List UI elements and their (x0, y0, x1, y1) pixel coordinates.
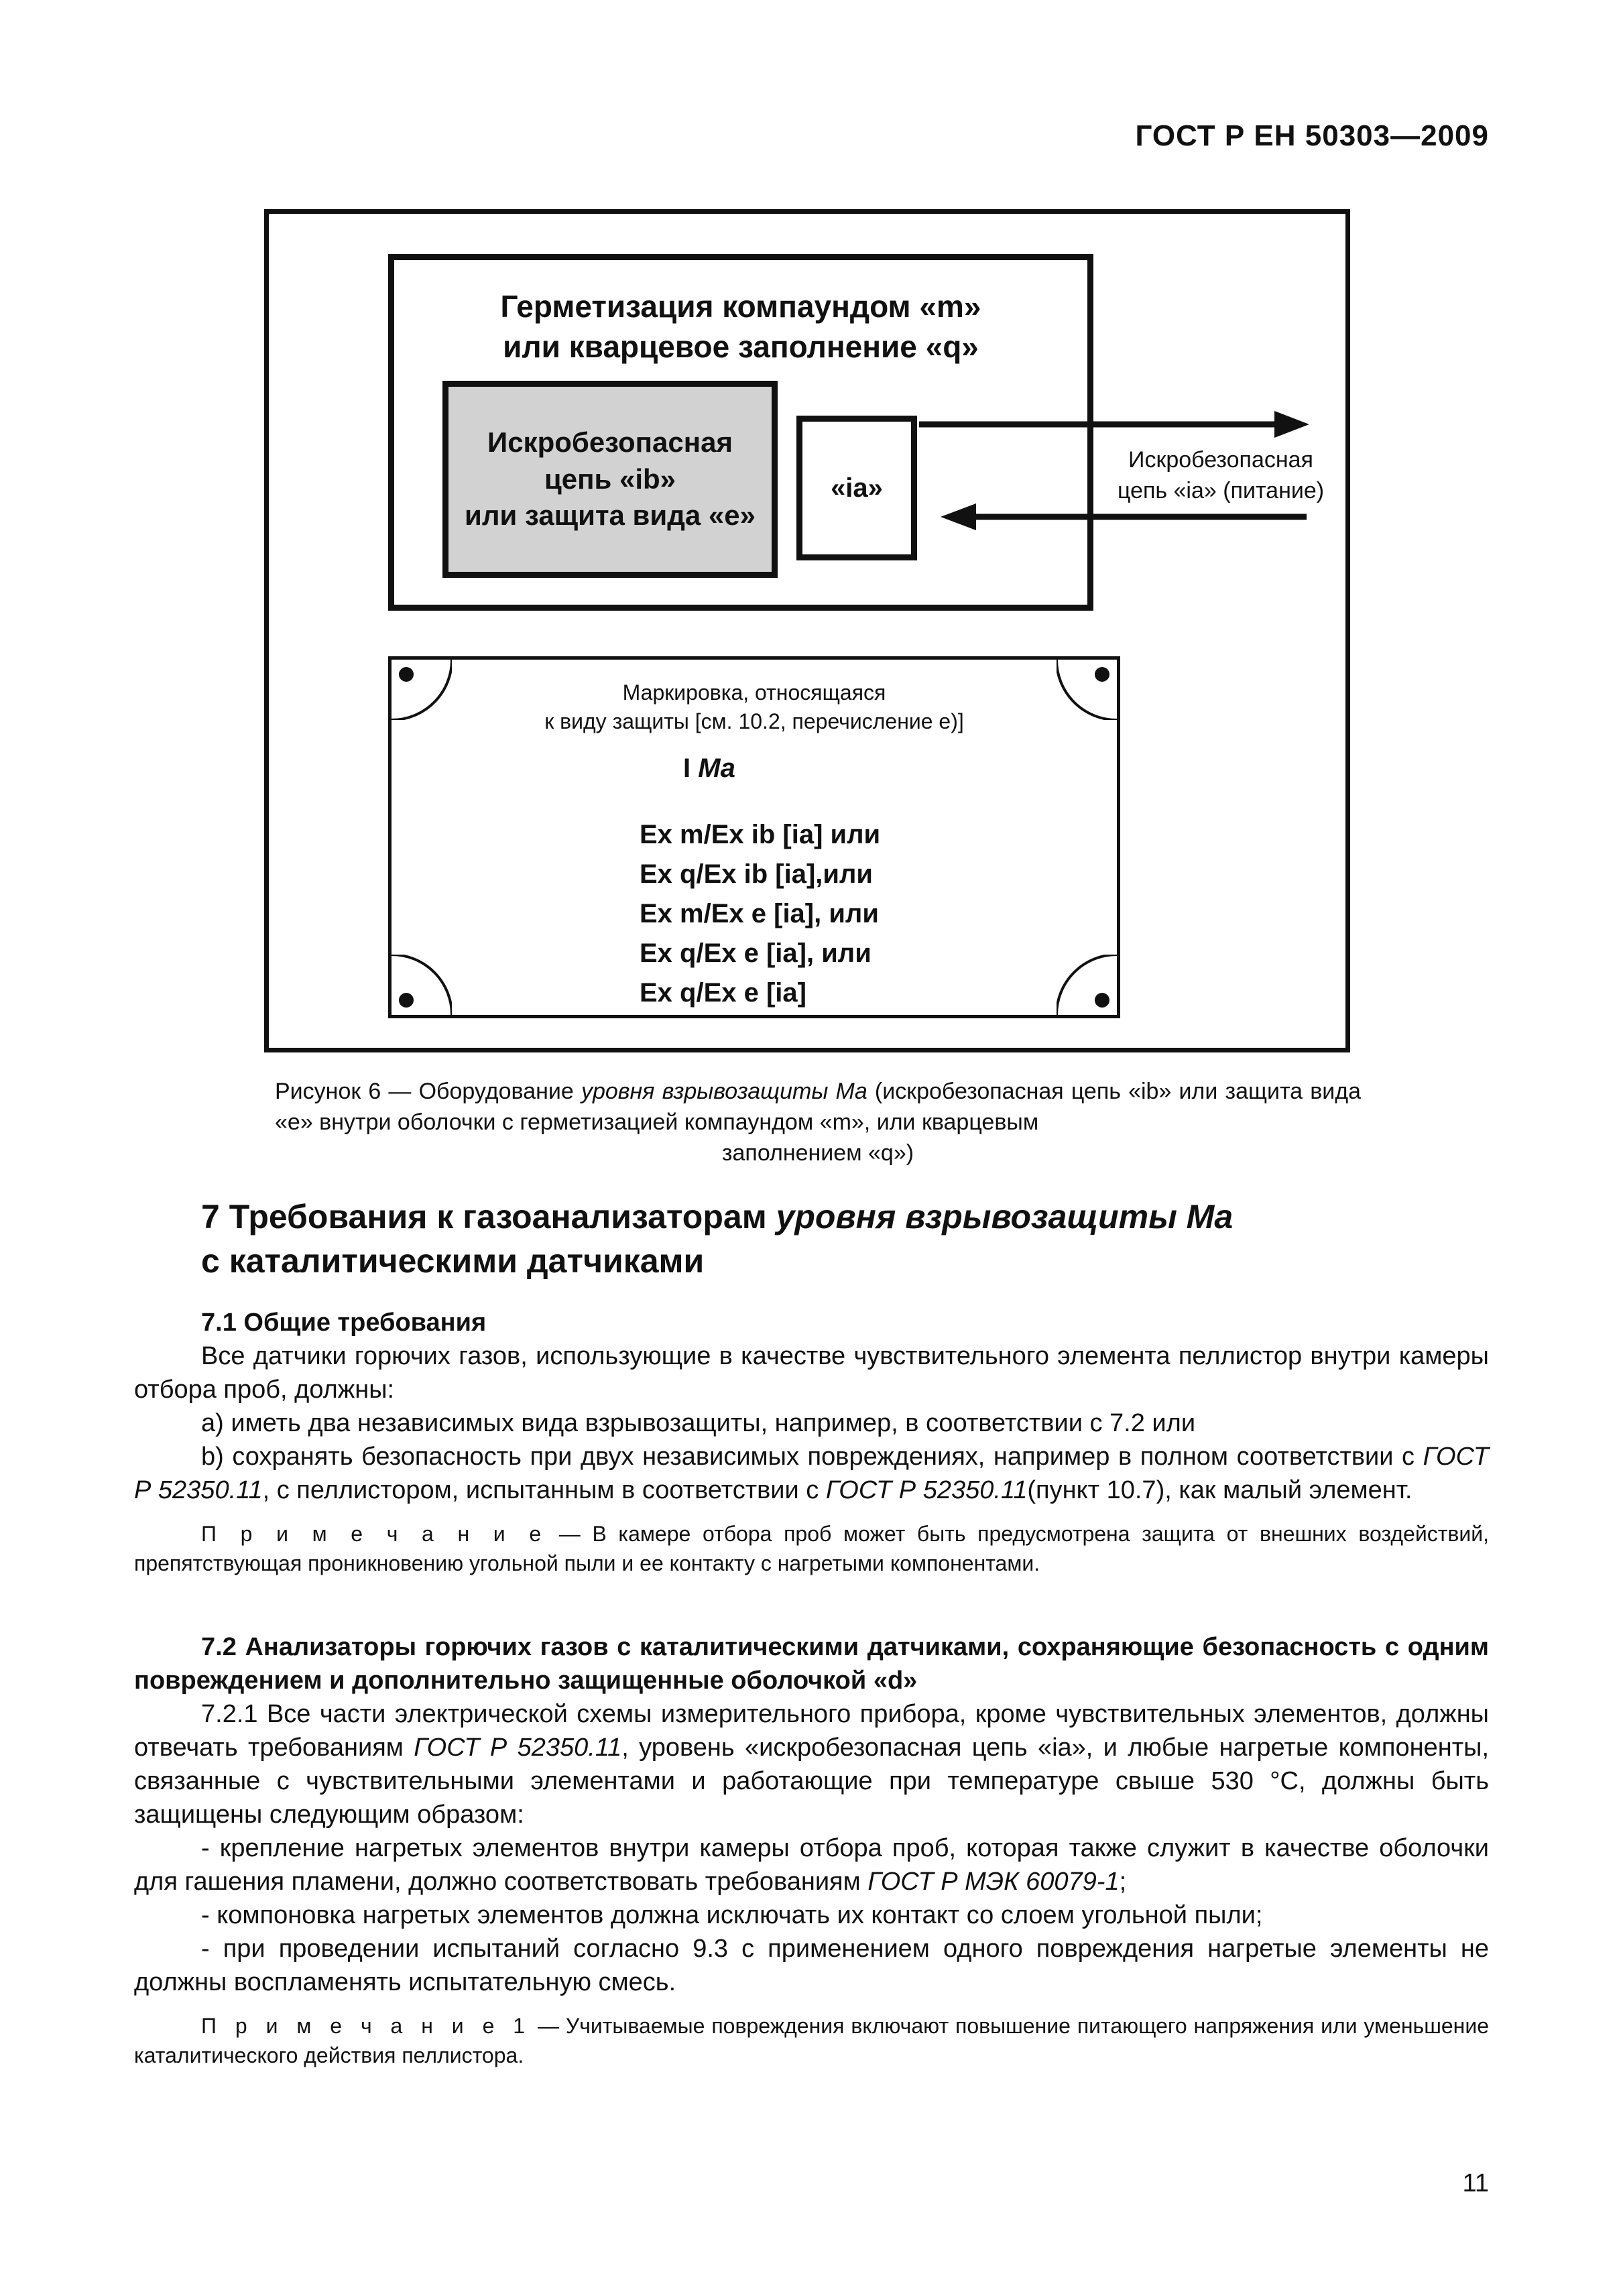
paragraph: 7.2.1 Все части электрической схемы измерительного прибора, кроме чувствительных элементов, должны отвечать требованиям ГОСТ Р 52350.11, уровень «искробезопасная цепь «ia», и любые нагретые компоненты, связанные с чувствительными элементами и работающие при температуре свыше 530 °С, должны быть защищены следующим образом: (134, 1700, 1490, 1829)
arrow-out-head-icon (1274, 411, 1309, 438)
ia-box: «ia» (796, 416, 917, 560)
section-7-1 (134, 1306, 1489, 1578)
page-number: 11 (1462, 2169, 1489, 2197)
encapsulation-title: Герметизация компаундом «m» или кварцевое заполнение «q» (500, 289, 981, 364)
section-7-1-heading: 7.1 Общие требования (201, 1309, 487, 1337)
list-item: - крепление нагретых элементов внутри камеры отбора проб, которая также служит в качестве оболочки для гашения пламени, должно соответствовать требованиям ГОСТ Р МЭК 60079-1; (134, 1834, 1489, 1896)
equipment-group-marking: I Ma (683, 753, 735, 783)
note: П р и м е ч а н и е — В камере отбора проб может быть предусмотрена защита от внешних воздействий, препятствующая проникновению угольной пыли и ее контакту с нагретыми компонентами. (134, 1522, 1490, 1575)
marking-item: Ex q/Ex e [ia], или (640, 939, 871, 968)
list-item: a) иметь два независимых вида взрывозащиты, например, в соответствии с 7.2 или (201, 1409, 1196, 1437)
section-7-2-heading: 7.2 Анализаторы горючих газов с каталитическими датчиками, сохраняющие безопасность с одним повреждением и дополнительно защищенные оболочкой «d» (134, 1633, 1489, 1695)
section-7-2 (134, 1630, 1489, 2070)
arrow-in-head-icon (941, 503, 976, 530)
plate-heading: Маркировка, относящаяся к виду защиты [см. 10.2, перечисление е)] (544, 680, 964, 734)
marking-plate (388, 656, 1120, 1018)
marking-item: Ex m/Ex ib [ia] или (640, 820, 881, 849)
screw-corner-icon (1057, 955, 1117, 1015)
list-item: - при проведении испытаний согласно 9.3 с применением одного повреждения нагретые элементы не должны воспламенять испытательную смесь. (134, 1935, 1489, 1996)
note: П р и м е ч а н и е 1 — Учитываемые повреждения включают повышение питающего напряжения или уменьшение каталитического действия пеллистора. (134, 2014, 1490, 2067)
ia-supply-label: Искробезопасная цепь «ia» (питание) (1117, 447, 1325, 503)
arrow-out-icon (935, 408, 1309, 421)
figure-frame (264, 209, 1350, 1052)
ib-circuit-box: Искробезопасная цепь «ib» или защита вида «е» (442, 381, 778, 578)
list-item: b) сохранять безопасность при двух независимых повреждениях, например в полном соответствии с ГОСТ Р 52350.11, с пеллистором, испытанным в соответствии с ГОСТ Р 52350.11(пункт 10.7), как малый элемент. (134, 1443, 1489, 1504)
figure-caption: Рисунок 6 — Оборудование уровня взрывозащиты Ma (искробезопасная цепь «ib» или защита вида «е» внутри оболочки с герметизацией компаундом «m», или кварцевым заполнением «q») (275, 1079, 1362, 1166)
list-item: - компоновка нагретых элементов должна исключать их контакт со слоем угольной пыли; (201, 1901, 1263, 1929)
standard-header: ГОСТ Р ЕН 50303—2009 (1135, 119, 1489, 152)
marking-item: Ex q/Ex e [ia] (640, 978, 806, 1008)
screw-corner-icon (392, 955, 452, 1015)
paragraph: Все датчики горючих газов, использующие в качестве чувствительного элемента пеллистор внутри камеры отбора проб, должны: (134, 1342, 1489, 1404)
marking-list (640, 815, 880, 1013)
section-7-heading: 7 Требования к газоанализаторам уровня взрывозащиты Ma с каталитическими датчиками (201, 1198, 1234, 1280)
marking-item: Ex m/Ex e [ia], или (640, 899, 879, 928)
marking-item: Ex q/Ex ib [ia],или (640, 859, 873, 889)
